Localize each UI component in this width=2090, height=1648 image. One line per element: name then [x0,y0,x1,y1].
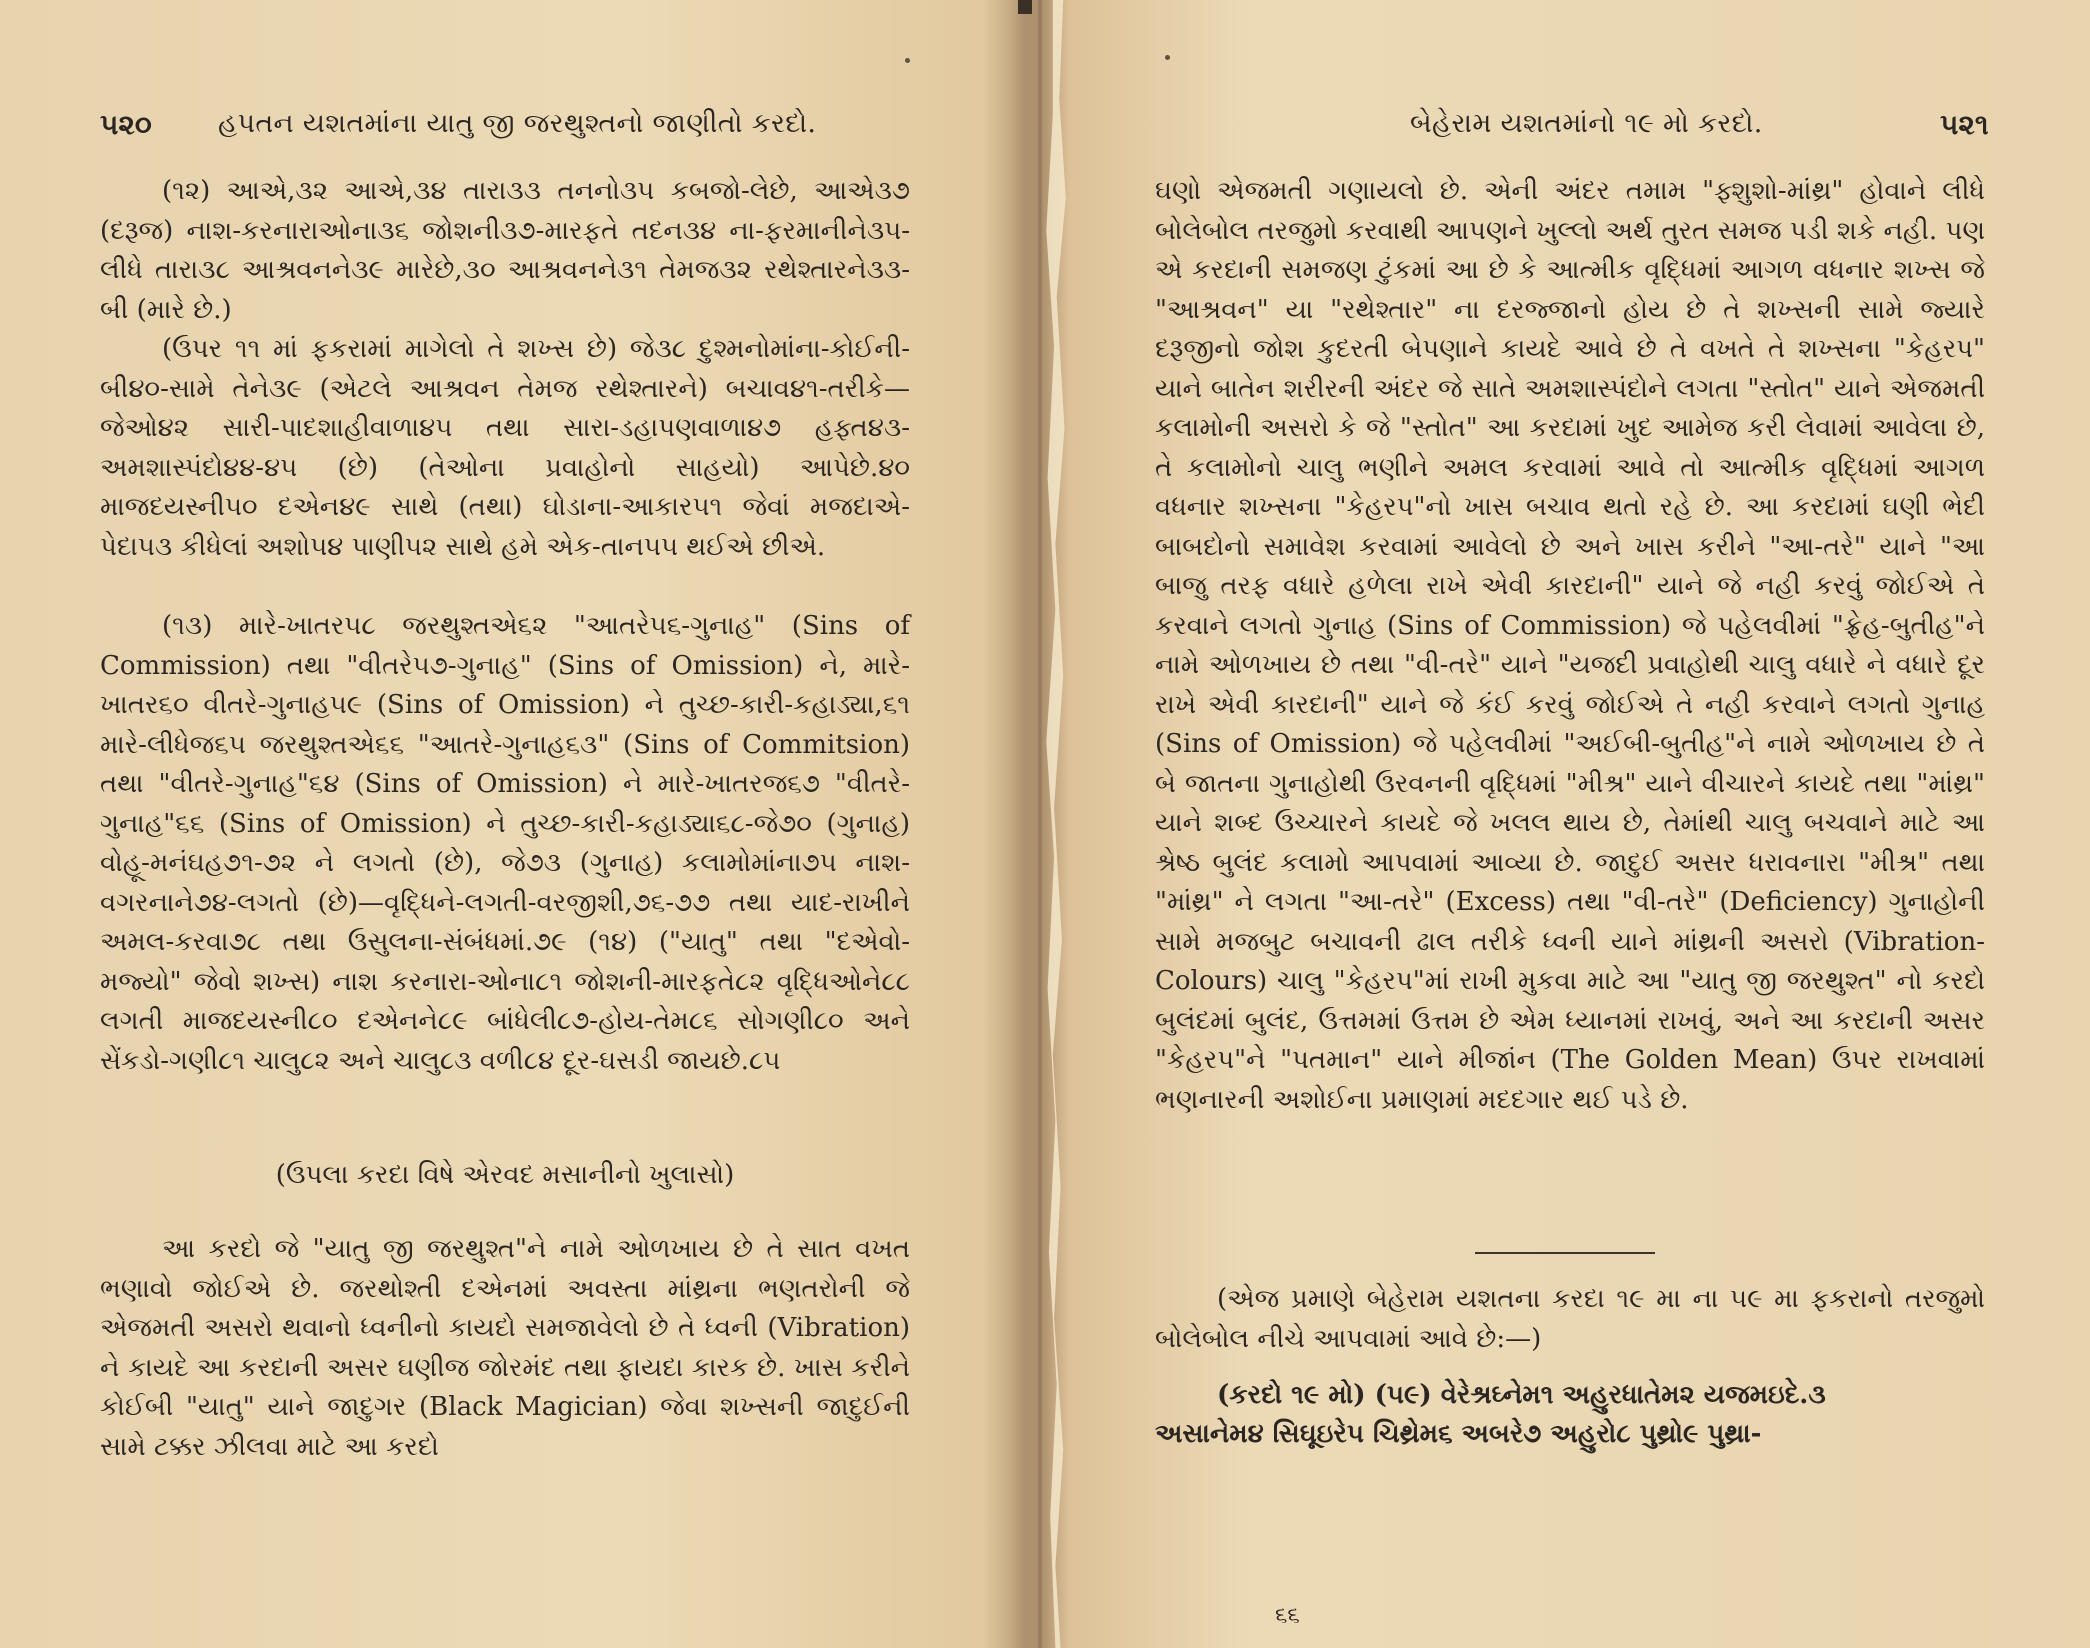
paper-speck [1165,55,1170,60]
verse-line-2: અસાનેમ૪ સિઘૂઇરે૫ ચિથ્રેમ૬ અબરે૭ અહુરો૮ પુથ્રો૯ પુથ્રા- [1155,1419,1762,1449]
verse-line-1: (કરદો ૧૯ મો) (૫૯) વેરેશ્રઘ્નેમ૧ અહુરધાતેમ૨ યજમઇદે.૩ [1217,1380,1826,1410]
gutter-mark [1018,0,1032,14]
signature-mark: ૬૬ [1275,1603,1300,1628]
paragraph-commentary: (ઉપર ૧૧ માં ફકરામાં માગેલો તે શખ્સ છે) જે૩૮ દુશ્મનોમાંના-કોઈની-બી૪૦-સામે તેને૩૯ (એટલે આશ્રવન તેમજ રથેશ્તારને) બચાવ૪૧-તરીકે—જેઓ૪૨ સારી-પાદશાહીવાળા૪૫ તથા સારા-ડહાપણવાળા૪૭ હફ્ત૪૩-અમશાસ્પંદો૪૪-૪૫ (છે) (તેઓના પ્રવાહોનો સાહયો) આપેછે.૪૦ માજદયસ્ની૫૦ દએન૪૯ સાથે (તથા) ઘોડાના-આકાર૫૧ જેવાં મજદાએ-પેદા૫૩ કીધેલાં અશો૫૪ પાણી૫૨ સાથે હમે એક-તાન૫૫ થઈએ છીએ. [100,334,910,562]
paragraph-12: (૧૨) આએ,૩૨ આએ,૩૪ તારા૩૩ તનનો૩૫ કબજો-લેછે, આએ૩૭ (દરૂજ) નાશ-કરનારાઓના૩૬ જોશની૩૭-મારફતે તદન૩૪ ના-ફરમાનીને૩૫-લીધે તારા૩૮ આશ્રવનને૩૯ મારેછે,૩૦ આશ્રવનને૩૧ તેમજ૩૨ રથેશ્તારને૩૩-બી (મારે છે.) [100,176,910,325]
running-title: બેહેરામ યશતમાંનો ૧૯ મો કરદો. [1410,108,1763,139]
page-number: ૫૨૦ [100,108,152,141]
right-page [1070,0,2090,1648]
page-number: ૫૨૧ [1940,108,1989,141]
subheading: (ઉપલા કરદા વિષે એરવદ મસાનીનો ખુલાસો) [275,1160,735,1190]
left-page [0,0,1010,1648]
running-title: હપતન યશતમાંના યાતુ જી જરથુશ્તનો જાણીતો કરદો. [218,108,817,139]
paragraph-translation-intro: (એજ પ્રમાણે બેહેરામ યશતના કરદા ૧૯ મા ના ૫૯ મા ફકરાનો તરજુમો બોલેબોલ નીચે આપવામાં આવે છે:—) [1155,1284,1985,1354]
section-divider [1475,1252,1655,1254]
paragraph-explanation: આ કરદો જે "યાતુ જી જરથુશ્ત"ને નામે ઓળખાય છે તે સાત વખત ભણાવો જોઈએ છે. જરથોશ્તી દએનમાં અવસ્તા માંથ્રના ભણતરોની જે એજમતી અસરો થવાનો ધ્વનીનો કાયદો સમજાવેલો છે તે ધ્વની (Vibration) ને કાયદે આ કરદાની અસર ઘણીજ જોરમંદ તથા ફાયદા કારક છે. ખાસ કરીને કોઈબી "યાતુ" યાને જાદુગર (Black Magician) જેવા શખ્સની જાદુઈની સામે ટક્કર ઝીલવા માટે આ કરદો [100,1234,910,1462]
paper-speck [905,58,910,63]
paragraph-continuation: ઘણો એજમતી ગણાયલો છે. એની અંદર તમામ "ફ્શુશો-માંથ્ર" હોવાને લીધે બોલેબોલ તરજુમો કરવાથી આપણને ખુલ્લો અર્થ તુરત સમજ પડી શકે નહી. પણ એ કરદાની સમજણ ટુંકમાં આ છે કે આત્મીક વૃદ્ધિમાં આગળ વધનાર શખ્સ જે "આશ્રવન" યા "રથેશ્તાર" ના દરજ્જાનો હોય છે તે શખ્સની સામે જ્યારે દરૂજીનો જોશ કુદરતી બેપણાને કાયદે આવે છે તે વખતે તે શખ્સના "કેહરપ" યાને બાતેન શરીરની અંદર જે સાતે અમશાસ્પંદોને લગતા "સ્તોત" યાને એજમતી કલામોની અસરો કે જે "સ્તોત" આ કરદામાં ખુદ આમેજ કરી લેવામાં આવેલા છે, તે કલામોનો ચાલુ ભણીને અમલ કરવામાં આવે તો આત્મીક વૃદ્ધિમાં આગળ વધનાર શખ્સના "કેહરપ"નો ખાસ બચાવ થતો રહે છે. આ કરદામાં ઘણી ભેદી બાબદોનો સમાવેશ કરવામાં આવેલો છે અને ખાસ કરીને "આ-તરે" યાને "આ બાજુ તરફ વધારે હળેલા રાખે એવી કારદાની" યાને જે નહી કરવું જોઈએ તે કરવાને લગતો ગુનાહ (Sins of Commission) જે પહેલવીમાં "ફ્રેહ-બુતીહ"ને નામે ઓળખાય છે તથા "વી-તરે" યાને "યજદી પ્રવાહોથી ચાલુ વધારે ને વધારે દૂર રાખે એવી કારદાની" યાને જે કંઈ કરવું જોઈએ તે નહી કરવાને લગતો ગુનાહ (Sins of Omission) જે પહેલવીમાં "અઈબી-બુતીહ"ને નામે ઓળખાય છે તે બે જાતના ગુનાહોથી ઉરવનની વૃદ્ધિમાં "મીશ્ર" યાને વીચારને કાયદે તથા "માંથ્ર" યાને શબ્દ ઉચ્ચારને કાયદે જે ખલલ થાય છે, તેમાંથી ચાલુ બચવાને માટે આ શ્રેષ્ઠ બુલંદ કલામો આપવામાં આવ્યા છે. જાદુઈ અસર ધરાવનારા "મીશ્ર" તથા "માંથ્ર" ને લગતા "આ-તરે" (Excess) તથા "વી-તરે" (Deficiency) ગુનાહોની સામે મજબુટ બચાવની ઢાલ તરીકે ધ્વની યાને માંથ્રની અસરો (Vibration-Colours) ચાલુ "કેહરપ"માં રાખી મુકવા માટે આ "યાતુ જી જરથુશ્ત" નો કરદો બુલંદમાં બુલંદ, ઉત્તમમાં ઉત્તમ છે એમ ધ્યાનમાં રાખવું, અને આ કરદાની અસર "કેહરપ"ને "પતમાન" યાને મીજાંન (The Golden Mean) ઉપર રાખવામાં ભણનારની અશોઈના પ્રમાણમાં મદદગાર થઈ પડે છે. [1155,176,1985,1115]
paragraph-13-14: (૧૩) મારે-ખાતર૫૮ જરથુશ્તએ૬૨ "આતરે૫૬-ગુનાહ" (Sins of Commission) તથા "વીતરે૫૭-ગુનાહ" (Sins of Omission) ને, મારે-ખાતર૬૦ વીતરે-ગુનાહ૫૯ (Sins of Omission) ને તુચ્છ-કારી-કહાડ્યા,૬૧ મારે-લીધેજ૬૫ જરથુશ્તએ૬૬ "આતરે-ગુનાહ૬૩" (Sins of Commitsion) તથા "વીતરે-ગુનાહ"૬૪ (Sins of Omission) ને મારે-ખાતરજ૬૭ "વીતરે-ગુનાહ"૬૬ (Sins of Omission) ને તુચ્છ-કારી-કહાડ્યા૬૮-જે૭૦ (ગુનાહ) વોહૂ-મનંઘહ૭૧-૭૨ ને લગતો (છે), જે૭૩ (ગુનાહ) કલામોમાંના૭૫ નાશ-વગરનાને૭૪-લગતો (છે)—વૃદ્ધિને-લગતી-વરજીશી,૭૬-૭૭ તથા યાદ-રાખીને અમલ-કરવા૭૮ તથા ઉસુલના-સંબંધમાં.૭૯ (૧૪) ("યાતુ" તથા "દએવો-મજ્યો" જેવો શખ્સ) નાશ કરનારા-ઓના૮૧ જોશની-મારફતે૮૨ વૃદ્ધિઓને૮૮ લગતી માજદયસ્ની૮૦ દએનને૮૯ બાંધેલી૮૭-હોય-તેમ૮૬ સોગણી૮૦ અને સેંકડો-ગણી૮૧ ચાલુ૮૨ અને ચાલુ૮૩ વળી૮૪ દૂર-ઘસડી જાયછે.૮૫ [100,611,910,1076]
